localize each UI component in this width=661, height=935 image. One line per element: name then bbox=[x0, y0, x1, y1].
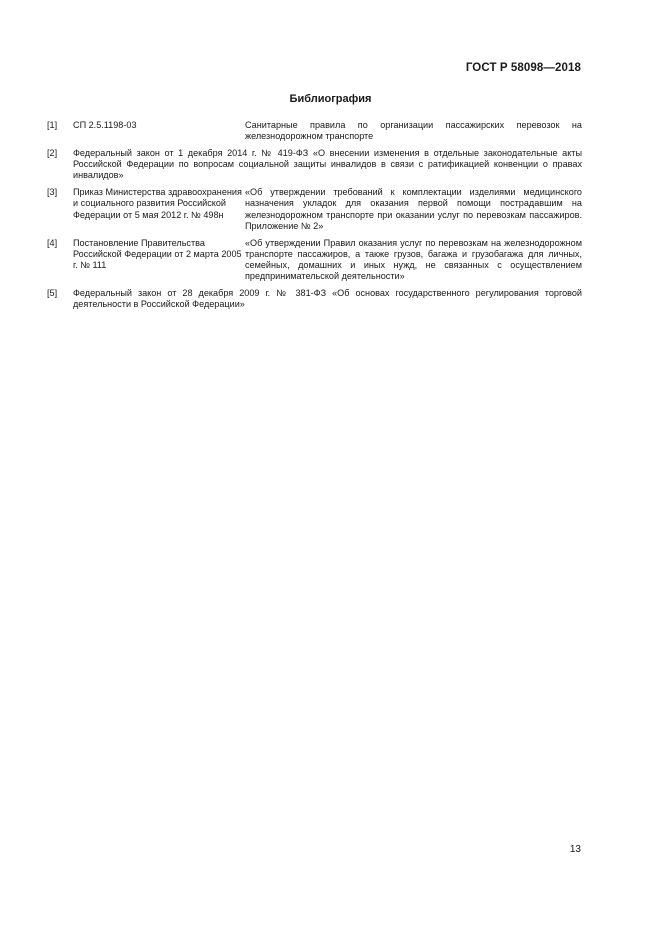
entry-title: «Об утверждении Правил оказания услуг по перевозкам на железнодорожном транспорте пассажиров, а также грузов, багажа и грузобагажа для личных, семейных, домашних и иных нужд, не связанных с осуществлением предпринимательской деятельности» bbox=[245, 237, 582, 282]
entry-source: СП 2.5.1198-03 bbox=[73, 120, 137, 130]
entry-title: Санитарные правила по организации пассажирских перевозок на железнодорожном транспорте bbox=[245, 120, 582, 142]
bibliography-entry-5 bbox=[47, 288, 582, 310]
bibliography-title: Библиография bbox=[289, 93, 372, 105]
bibliography-list bbox=[47, 120, 582, 316]
entry-number: [3] bbox=[47, 187, 58, 198]
bibliography-entry-1 bbox=[47, 120, 582, 142]
document-code: ГОСТ Р 58098—2018 bbox=[465, 62, 581, 74]
entry-number: [1] bbox=[47, 120, 58, 130]
entry-source: Постановление Правительства Российской Федерации от 2 марта 2005 г. № 111 bbox=[73, 237, 242, 271]
entry-text: Федеральный закон от 1 декабря 2014 г. № 419-ФЗ «О внесении изменения в отдельные законодательные акты Российской Федерации по вопросам социальной защиты инвалидов в связи с ратификацией конвенции о правах инвалидов» bbox=[73, 148, 582, 181]
bibliography-entry-2 bbox=[47, 148, 582, 182]
page-number: 13 bbox=[569, 844, 581, 855]
entry-source: Приказ Министерства здравоохранения и социального развития Российской Федерации от 5 мая 2012 г. № 498н bbox=[73, 187, 242, 220]
bibliography-entry-4 bbox=[47, 238, 582, 283]
entry-text: Федеральный закон от 28 декабря 2009 г. № 381-ФЗ «Об основах государственного регулирования торговой деятельности в Российской Федерации» bbox=[73, 288, 582, 310]
entry-number: [5] bbox=[47, 288, 58, 299]
entry-number: [4] bbox=[47, 237, 58, 248]
entry-number: [2] bbox=[47, 148, 58, 158]
entry-title: «Об утверждении требований к комплектации изделиями медицинского назначения укладок для оказания первой помощи пострадавшим на железнодорожном транспорте при оказании услуг по перевозкам пассажиров. Приложение № 2» bbox=[245, 187, 582, 231]
bibliography-entry-3 bbox=[47, 187, 582, 232]
